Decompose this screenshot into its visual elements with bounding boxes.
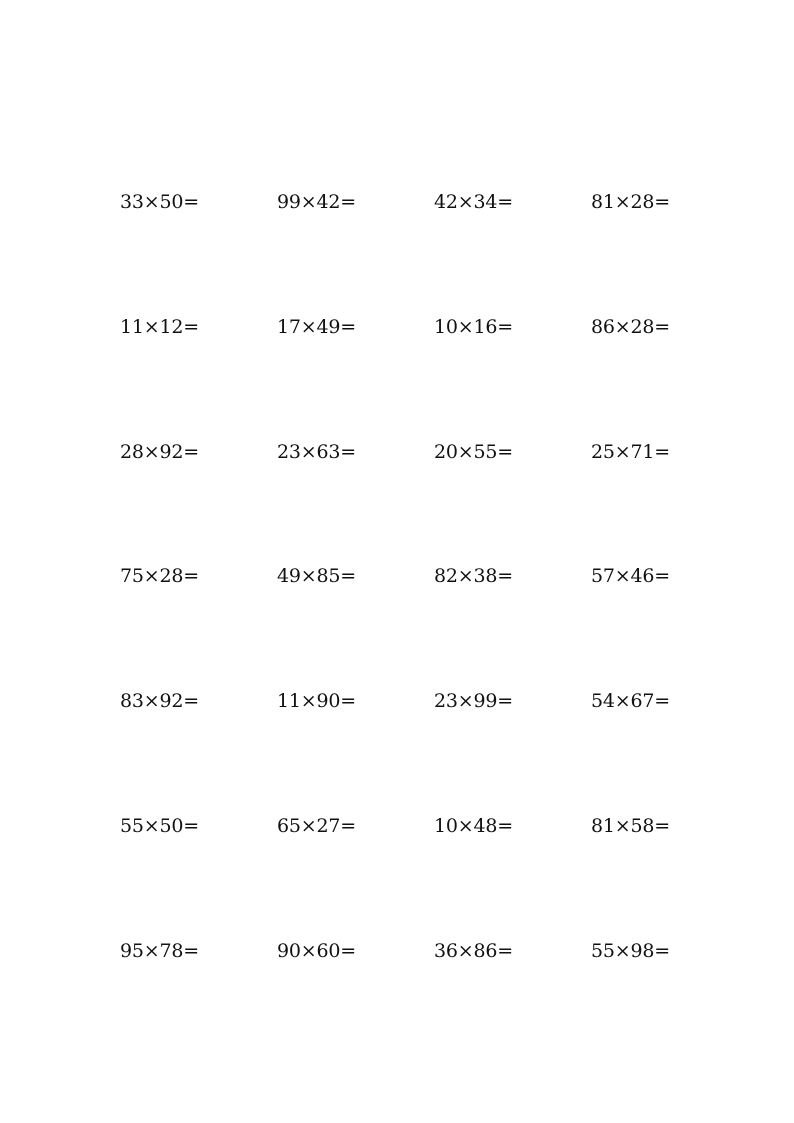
- multiplication-problem: 28×92=: [120, 440, 199, 463]
- multiplication-problem: 17×49=: [277, 315, 356, 338]
- multiplication-problem: 82×38=: [434, 565, 513, 588]
- multiplication-problem: 65×27=: [277, 814, 356, 837]
- multiplication-problem: 90×60=: [277, 939, 356, 962]
- multiplication-problem: 83×92=: [120, 690, 199, 713]
- multiplication-problem: 81×28=: [591, 191, 670, 213]
- multiplication-problem: 57×46=: [591, 565, 670, 588]
- multiplication-problem: 10×16=: [434, 315, 513, 338]
- multiplication-problem: 42×34=: [434, 191, 513, 213]
- multiplication-problem: 54×67=: [591, 690, 670, 713]
- multiplication-problem: 55×98=: [591, 939, 670, 962]
- multiplication-problem: 86×28=: [591, 315, 670, 338]
- multiplication-problem: 11×12=: [120, 315, 199, 338]
- multiplication-problem: 95×78=: [120, 939, 199, 962]
- multiplication-problem: 99×42=: [277, 191, 356, 213]
- multiplication-problem: 11×90=: [277, 690, 356, 713]
- multiplication-problem: 23×63=: [277, 440, 356, 463]
- multiplication-problem: 49×85=: [277, 565, 356, 588]
- multiplication-problem: 36×86=: [434, 939, 513, 962]
- multiplication-problem: 75×28=: [120, 565, 199, 588]
- multiplication-problem: 55×50=: [120, 814, 199, 837]
- multiplication-problem: 33×50=: [120, 191, 199, 213]
- multiplication-problem: 25×71=: [591, 440, 670, 463]
- multiplication-problem: 23×99=: [434, 690, 513, 713]
- multiplication-problem: 81×58=: [591, 814, 670, 837]
- multiplication-problem: 20×55=: [434, 440, 513, 463]
- multiplication-problem: 10×48=: [434, 814, 513, 837]
- problem-grid: [120, 188, 680, 1062]
